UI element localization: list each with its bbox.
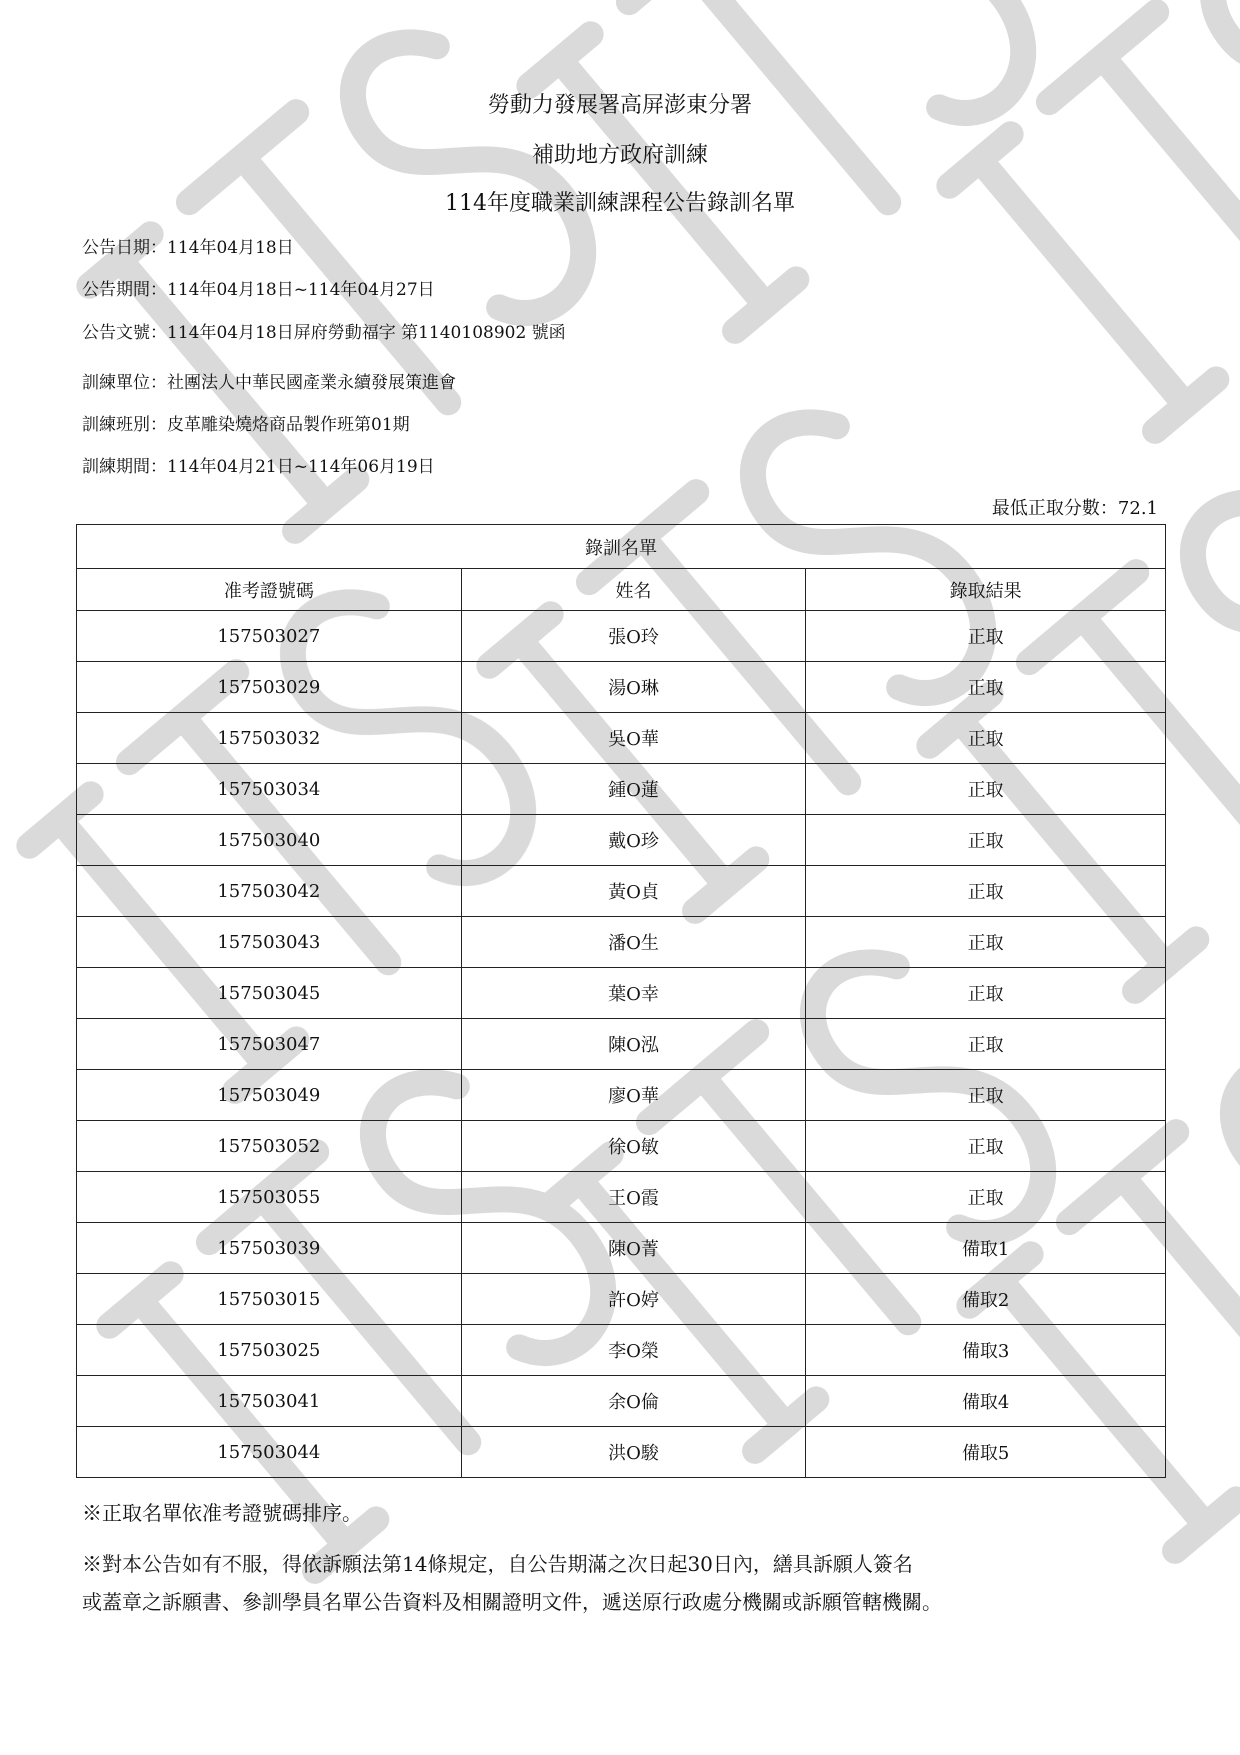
name-cell: 潘O生 [461, 917, 806, 968]
result-cell: 正取 [806, 968, 1166, 1019]
name-cell: 李O榮 [461, 1325, 806, 1376]
appeal-note-line1: ※對本公告如有不服，得依訴願法第14條規定，自公告期滿之次日起30日內，繕具訴願人簽名 [82, 1552, 913, 1576]
table-row [77, 1172, 1166, 1223]
document-title: 114年度職業訓練課程公告錄訓名單 [445, 191, 795, 216]
name-cell: 戴O珍 [461, 815, 806, 866]
exam-number-cell: 157503055 [77, 1172, 462, 1223]
result-cell: 備取2 [806, 1274, 1166, 1325]
table-row [77, 1325, 1166, 1376]
name-cell: 王O霞 [461, 1172, 806, 1223]
table-row [77, 611, 1166, 662]
exam-number-cell: 157503032 [77, 713, 462, 764]
table-row [77, 1070, 1166, 1121]
header-result: 錄取結果 [806, 569, 1166, 611]
name-cell: 廖O華 [461, 1070, 806, 1121]
table-row [77, 1376, 1166, 1427]
table-row [77, 1274, 1166, 1325]
result-cell: 正取 [806, 1070, 1166, 1121]
table-row [77, 815, 1166, 866]
table-header-row [77, 569, 1166, 611]
result-cell: 正取 [806, 713, 1166, 764]
name-cell: 吳O華 [461, 713, 806, 764]
exam-number-cell: 157503029 [77, 662, 462, 713]
name-cell: 黃O貞 [461, 866, 806, 917]
announcement-doc-number: 公告文號：114年04月18日屏府勞動福字 第1140108902 號函 [82, 323, 566, 343]
training-unit: 訓練單位：社團法人中華民國產業永續發展策進會 [82, 373, 456, 393]
name-cell: 徐O敏 [461, 1121, 806, 1172]
agency-title: 勞動力發展署高屏澎東分署 [487, 93, 752, 118]
exam-number-cell: 157503039 [77, 1223, 462, 1274]
table-row [77, 866, 1166, 917]
exam-number-cell: 157503047 [77, 1019, 462, 1070]
exam-number-cell: 157503027 [77, 611, 462, 662]
exam-number-cell: 157503045 [77, 968, 462, 1019]
header-name: 姓名 [461, 569, 806, 611]
table-row [77, 968, 1166, 1019]
result-cell: 正取 [806, 611, 1166, 662]
result-cell: 備取1 [806, 1223, 1166, 1274]
exam-number-cell: 157503041 [77, 1376, 462, 1427]
announcement-date: 公告日期：114年04月18日 [82, 238, 294, 258]
table-row [77, 1427, 1166, 1478]
result-cell: 正取 [806, 764, 1166, 815]
result-cell: 正取 [806, 1019, 1166, 1070]
name-cell: 余O倫 [461, 1376, 806, 1427]
program-title: 補助地方政府訓練 [531, 143, 708, 168]
table-row [77, 764, 1166, 815]
result-cell: 正取 [806, 917, 1166, 968]
result-cell: 備取3 [806, 1325, 1166, 1376]
result-cell: 正取 [806, 1172, 1166, 1223]
table-row [77, 917, 1166, 968]
name-cell: 許O婷 [461, 1274, 806, 1325]
table-caption: 錄訓名單 [77, 525, 1166, 569]
exam-number-cell: 157503042 [77, 866, 462, 917]
exam-number-cell: 157503049 [77, 1070, 462, 1121]
exam-number-cell: 157503044 [77, 1427, 462, 1478]
table-caption-row [77, 525, 1166, 569]
name-cell: 張O玲 [461, 611, 806, 662]
table-row [77, 1223, 1166, 1274]
training-period: 訓練期間：114年04月21日~114年06月19日 [82, 457, 435, 477]
name-cell: 陳O菁 [461, 1223, 806, 1274]
exam-number-cell: 157503040 [77, 815, 462, 866]
name-cell: 葉O幸 [461, 968, 806, 1019]
table-row [77, 1121, 1166, 1172]
exam-number-cell: 157503052 [77, 1121, 462, 1172]
admission-list-table [76, 524, 1166, 1478]
result-cell: 備取5 [806, 1427, 1166, 1478]
name-cell: 鍾O蓮 [461, 764, 806, 815]
name-cell: 陳O泓 [461, 1019, 806, 1070]
min-admission-score: 最低正取分數：72.1 [991, 498, 1158, 519]
result-cell: 正取 [806, 866, 1166, 917]
table-row [77, 713, 1166, 764]
sort-note: ※正取名單依准考證號碼排序。 [82, 1501, 362, 1525]
table-row [77, 1019, 1166, 1070]
header-exam-number: 准考證號碼 [77, 569, 462, 611]
name-cell: 湯O琳 [461, 662, 806, 713]
announcement-period: 公告期間：114年04月18日~114年04月27日 [82, 280, 435, 300]
exam-number-cell: 157503015 [77, 1274, 462, 1325]
name-cell: 洪O駿 [461, 1427, 806, 1478]
table-row [77, 662, 1166, 713]
training-class: 訓練班別：皮革雕染燒烙商品製作班第01期 [82, 415, 410, 435]
exam-number-cell: 157503043 [77, 917, 462, 968]
result-cell: 正取 [806, 662, 1166, 713]
result-cell: 正取 [806, 815, 1166, 866]
appeal-note-line2: 或蓋章之訴願書、參訓學員名單公告資料及相關證明文件，遞送原行政處分機關或訴願管轄機關。 [82, 1590, 942, 1614]
exam-number-cell: 157503034 [77, 764, 462, 815]
result-cell: 正取 [806, 1121, 1166, 1172]
result-cell: 備取4 [806, 1376, 1166, 1427]
exam-number-cell: 157503025 [77, 1325, 462, 1376]
